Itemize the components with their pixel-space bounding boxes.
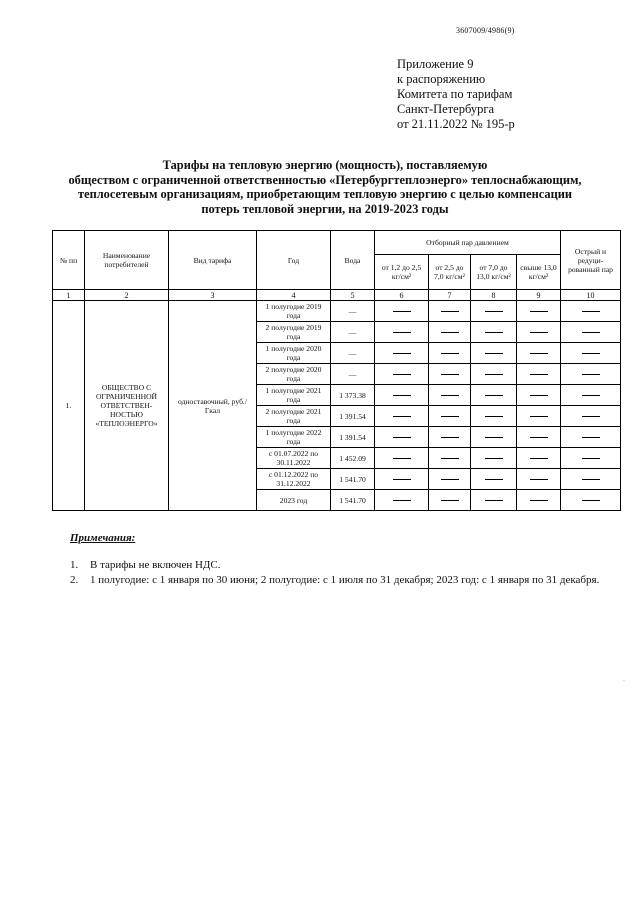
dash-mark	[582, 416, 600, 417]
empty-tariff-cell	[375, 385, 429, 406]
column-number: 5	[331, 290, 375, 301]
dash-mark	[441, 332, 459, 333]
note-number: 2.	[70, 574, 79, 586]
empty-tariff-cell	[561, 385, 621, 406]
empty-tariff-cell	[471, 364, 517, 385]
title-line: обществом с ограниченной ответственностью «Петербургтеплоэнерго» теплоснабжающим,	[68, 172, 582, 187]
empty-tariff-cell	[517, 301, 561, 322]
water-tariff-cell: 1 373.38	[331, 385, 375, 406]
empty-tariff-cell	[375, 469, 429, 490]
period-cell: 1 полугодие 2019 года	[257, 301, 331, 322]
header-steam-1: от 1,2 до 2,5 кг/см²	[375, 255, 429, 290]
note-item	[70, 558, 599, 573]
note-text: 1 полугодие: с 1 января по 30 июня; 2 полугодие: с 1 июля по 31 декабря; 2023 год: с 1 января по 31 декабря.	[90, 574, 600, 586]
water-tariff-cell: 1 541.70	[331, 469, 375, 490]
header-steam-4: свыше 13,0 кг/см²	[517, 255, 561, 290]
dash-mark	[582, 479, 600, 480]
dash-mark	[530, 353, 548, 354]
dash-mark	[582, 500, 600, 501]
water-tariff-cell: 1 391.54	[331, 406, 375, 427]
note-item	[70, 573, 599, 588]
empty-tariff-cell	[375, 490, 429, 511]
empty-tariff-cell	[375, 322, 429, 343]
dash-mark	[441, 437, 459, 438]
column-number: 7	[429, 290, 471, 301]
empty-tariff-cell	[561, 301, 621, 322]
header-consumer: Наименование потребителей	[85, 231, 169, 290]
column-number: 4	[257, 290, 331, 301]
dash-mark	[441, 374, 459, 375]
water-tariff-cell: —	[331, 364, 375, 385]
water-tariff-cell: —	[331, 301, 375, 322]
header-steam-group: Отборный пар давлением	[375, 231, 561, 255]
empty-tariff-cell	[517, 427, 561, 448]
dash-mark	[393, 437, 411, 438]
empty-tariff-cell	[429, 343, 471, 364]
dash-mark	[441, 311, 459, 312]
empty-tariff-cell	[561, 427, 621, 448]
empty-tariff-cell	[375, 406, 429, 427]
empty-tariff-cell	[429, 322, 471, 343]
empty-tariff-cell	[471, 490, 517, 511]
dash-mark	[530, 500, 548, 501]
column-number: 10	[561, 290, 621, 301]
dash-mark	[530, 374, 548, 375]
period-cell: 2 полугодие 2021 года	[257, 406, 331, 427]
dash-mark	[582, 332, 600, 333]
empty-tariff-cell	[429, 490, 471, 511]
dash-mark	[530, 479, 548, 480]
empty-tariff-cell	[517, 490, 561, 511]
column-number: 9	[517, 290, 561, 301]
empty-tariff-cell	[517, 448, 561, 469]
appendix-line: к распоряжению	[397, 72, 486, 86]
empty-tariff-cell	[471, 469, 517, 490]
dash-mark	[393, 395, 411, 396]
note-number: 1.	[70, 559, 79, 571]
period-cell: с 01.07.2022 по 30.11.2022	[257, 448, 331, 469]
empty-tariff-cell	[429, 448, 471, 469]
dash-mark	[485, 353, 503, 354]
dash-mark	[530, 458, 548, 459]
dash-mark	[530, 311, 548, 312]
empty-tariff-cell	[561, 322, 621, 343]
period-cell: 2 полугодие 2020 года	[257, 364, 331, 385]
dash-mark	[485, 311, 503, 312]
empty-tariff-cell	[561, 364, 621, 385]
water-tariff-cell: —	[331, 343, 375, 364]
dash-mark	[393, 458, 411, 459]
empty-tariff-cell	[561, 448, 621, 469]
dash-mark	[441, 479, 459, 480]
dash-mark	[485, 374, 503, 375]
dash-mark	[393, 374, 411, 375]
table-row	[53, 301, 621, 322]
dash-mark	[485, 416, 503, 417]
dash-mark	[582, 458, 600, 459]
title-line: теплосетевым организациям, приобретающим тепловую энергию с целью компенсации	[77, 187, 572, 201]
empty-tariff-cell	[471, 406, 517, 427]
header-num: № пп	[53, 231, 85, 290]
column-number-row	[53, 290, 621, 301]
scan-mark: ·	[623, 678, 625, 684]
row-number: 1.	[53, 301, 85, 511]
column-number: 6	[375, 290, 429, 301]
dash-mark	[530, 416, 548, 417]
header-water: Вода	[331, 231, 375, 290]
dash-mark	[485, 479, 503, 480]
empty-tariff-cell	[561, 469, 621, 490]
period-cell: 2 полугодие 2019 года	[257, 322, 331, 343]
empty-tariff-cell	[429, 469, 471, 490]
column-number: 2	[85, 290, 169, 301]
dash-mark	[441, 500, 459, 501]
dash-mark	[393, 311, 411, 312]
empty-tariff-cell	[471, 427, 517, 448]
column-number: 8	[471, 290, 517, 301]
period-cell: 1 полугодие 2020 года	[257, 343, 331, 364]
water-tariff-cell: 1 452.09	[331, 448, 375, 469]
notes-section	[70, 532, 599, 588]
period-cell: 1 полугодие 2022 года	[257, 427, 331, 448]
empty-tariff-cell	[429, 385, 471, 406]
appendix-line: Приложение 9	[397, 57, 474, 71]
column-number: 1	[53, 290, 85, 301]
empty-tariff-cell	[517, 469, 561, 490]
header-steam-3: от 7,0 до 13,0 кг/см²	[471, 255, 517, 290]
water-tariff-cell: 1 541.70	[331, 490, 375, 511]
dash-mark	[582, 395, 600, 396]
empty-tariff-cell	[375, 427, 429, 448]
empty-tariff-cell	[517, 406, 561, 427]
empty-tariff-cell	[429, 406, 471, 427]
dash-mark	[441, 353, 459, 354]
period-cell: 2023 год	[257, 490, 331, 511]
empty-tariff-cell	[561, 343, 621, 364]
document-title	[40, 158, 610, 216]
empty-tariff-cell	[517, 364, 561, 385]
empty-tariff-cell	[517, 385, 561, 406]
appendix-line: Комитета по тарифам	[397, 87, 513, 101]
appendix-block	[397, 57, 515, 132]
dash-mark	[485, 395, 503, 396]
dash-mark	[530, 437, 548, 438]
column-number: 3	[169, 290, 257, 301]
header-steam-2: от 2,5 до 7,0 кг/см²	[429, 255, 471, 290]
empty-tariff-cell	[429, 427, 471, 448]
empty-tariff-cell	[517, 343, 561, 364]
header-tariff-type: Вид тарифа	[169, 231, 257, 290]
dash-mark	[485, 332, 503, 333]
tariff-type: одноставочный, руб./Гкал	[169, 301, 257, 511]
dash-mark	[441, 458, 459, 459]
dash-mark	[393, 479, 411, 480]
title-line: Тарифы на тепловую энергию (мощность), поставляемую	[162, 158, 488, 172]
empty-tariff-cell	[471, 385, 517, 406]
empty-tariff-cell	[471, 322, 517, 343]
dash-mark	[441, 416, 459, 417]
table-header-row	[53, 231, 621, 255]
empty-tariff-cell	[375, 301, 429, 322]
dash-mark	[530, 395, 548, 396]
empty-tariff-cell	[375, 448, 429, 469]
empty-tariff-cell	[471, 301, 517, 322]
notes-title: Примечания:	[70, 532, 136, 544]
dash-mark	[485, 500, 503, 501]
period-cell: с 01.12.2022 по 31.12.2022	[257, 469, 331, 490]
period-cell: 1 полугодие 2021 года	[257, 385, 331, 406]
empty-tariff-cell	[429, 364, 471, 385]
appendix-line: Санкт-Петербурга	[397, 102, 495, 116]
empty-tariff-cell	[429, 301, 471, 322]
dash-mark	[393, 416, 411, 417]
dash-mark	[582, 353, 600, 354]
appendix-line: от 21.11.2022 № 195-р	[397, 117, 515, 131]
tariff-table	[52, 230, 621, 511]
empty-tariff-cell	[375, 343, 429, 364]
note-text: В тарифы не включен НДС.	[90, 559, 221, 571]
consumer-name: ОБЩЕСТВО С ОГРАНИЧЕННОЙ ОТВЕТСТВЕН-НОСТЬЮ «ТЕПЛОЭНЕРГО»	[85, 301, 169, 511]
empty-tariff-cell	[471, 448, 517, 469]
document-number: 3607009/4986(9)	[456, 26, 515, 35]
dash-mark	[582, 437, 600, 438]
empty-tariff-cell	[471, 343, 517, 364]
dash-mark	[582, 311, 600, 312]
dash-mark	[485, 458, 503, 459]
dash-mark	[530, 332, 548, 333]
title-line: потерь тепловой энергии, на 2019-2023 годы	[201, 201, 449, 216]
dash-mark	[485, 437, 503, 438]
water-tariff-cell: 1 391.54	[331, 427, 375, 448]
empty-tariff-cell	[375, 364, 429, 385]
dash-mark	[582, 374, 600, 375]
dash-mark	[441, 395, 459, 396]
dash-mark	[393, 332, 411, 333]
header-year: Год	[257, 231, 331, 290]
water-tariff-cell: —	[331, 322, 375, 343]
empty-tariff-cell	[561, 406, 621, 427]
dash-mark	[393, 500, 411, 501]
dash-mark	[393, 353, 411, 354]
empty-tariff-cell	[561, 490, 621, 511]
empty-tariff-cell	[517, 322, 561, 343]
header-sharp-steam: Острый и редуци-рованный пар	[561, 231, 621, 290]
